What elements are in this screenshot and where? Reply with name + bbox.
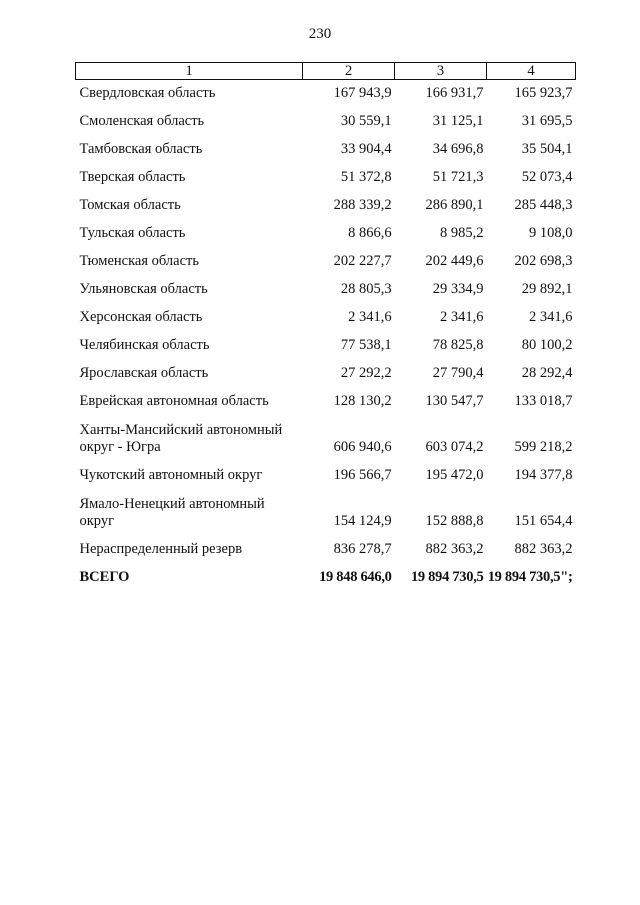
value-col-4: 80 100,2	[521, 337, 573, 353]
column-header-1: 1	[76, 63, 303, 80]
value-col-4: 285 448,3	[514, 197, 573, 213]
table-row	[76, 484, 576, 530]
table-row	[76, 80, 576, 103]
value-col-4: 133 018,7	[514, 393, 573, 409]
region-name: Тульская область	[79, 225, 186, 241]
region-name: Нераспределенный резерв	[79, 541, 243, 557]
value-col-2: 154 124,9	[333, 513, 392, 529]
value-col-4: 52 073,4	[521, 169, 573, 185]
value-col-3: 8 985,2	[439, 225, 484, 241]
region-name: Тверская область	[79, 169, 186, 185]
value-col-3: 34 696,8	[432, 141, 484, 157]
value-col-3: 152 888,8	[425, 513, 484, 529]
region-name-line-2: округ	[79, 513, 115, 529]
region-name	[76, 484, 303, 530]
region-name: Чукотский автономный округ	[79, 467, 263, 483]
value-col-4: 151 654,4	[514, 513, 573, 529]
total-value-col-3: 19 894 730,5	[410, 569, 484, 585]
table-row	[76, 130, 576, 158]
region-name-line-2: округ - Югра	[79, 439, 161, 455]
value-col-3: 882 363,2	[425, 541, 484, 557]
table-row	[76, 382, 576, 410]
total-value-col-2: 19 848 646,0	[319, 569, 392, 585]
table-row	[76, 214, 576, 242]
value-col-3: 51 721,3	[432, 169, 484, 185]
region-name-line-1: Ямало-Ненецкий автономный	[79, 496, 265, 512]
table-row	[76, 326, 576, 354]
region-name-line-1: Ханты-Мансийский автономный	[79, 422, 283, 438]
value-col-2: 51 372,8	[340, 169, 392, 185]
value-col-3: 29 334,9	[432, 281, 484, 297]
value-col-4: 882 363,2	[514, 541, 573, 557]
table-row	[76, 530, 576, 558]
table-row	[76, 158, 576, 186]
value-col-2: 128 130,2	[333, 393, 392, 409]
region-name: Ульяновская область	[79, 281, 208, 297]
total-label: ВСЕГО	[79, 569, 130, 585]
value-col-4: 194 377,8	[514, 467, 573, 483]
value-col-3: 603 074,2	[425, 439, 484, 455]
value-col-2: 2 341,6	[348, 309, 392, 325]
table-row	[76, 298, 576, 326]
value-col-4: 31 695,5	[521, 113, 573, 129]
region-name: Ярославская область	[79, 365, 209, 381]
value-col-3: 130 547,7	[425, 393, 484, 409]
value-col-2: 196 566,7	[333, 467, 392, 483]
region-name: Смоленская область	[79, 113, 205, 129]
value-col-3: 166 931,7	[425, 85, 484, 101]
table-row	[76, 186, 576, 214]
total-value-col-4: 19 894 730,5";	[487, 569, 573, 585]
table-header-row	[76, 63, 576, 80]
value-col-2: 28 805,3	[340, 281, 392, 297]
value-col-2: 8 866,6	[348, 225, 392, 241]
value-col-4: 2 341,6	[529, 309, 573, 325]
value-col-2: 167 943,9	[333, 85, 392, 101]
region-name	[76, 410, 303, 456]
column-header-2: 2	[303, 63, 395, 80]
region-name: Тюменская область	[79, 253, 199, 269]
value-col-4: 202 698,3	[514, 253, 573, 269]
total-row	[76, 558, 576, 586]
value-col-3: 195 472,0	[425, 467, 484, 483]
value-col-2: 606 940,6	[333, 439, 392, 455]
value-col-4: 29 892,1	[521, 281, 573, 297]
value-col-2: 77 538,1	[340, 337, 392, 353]
table-row	[76, 410, 576, 456]
region-name: Челябинская область	[79, 337, 210, 353]
budget-table	[75, 62, 576, 586]
value-col-3: 2 341,6	[439, 309, 484, 325]
value-col-3: 78 825,8	[432, 337, 484, 353]
page-number: 230	[308, 26, 332, 42]
region-name: Тамбовская область	[79, 141, 203, 157]
region-name: Херсонская область	[79, 309, 203, 325]
value-col-2: 27 292,2	[340, 365, 392, 381]
value-col-3: 286 890,1	[425, 197, 484, 213]
value-col-2: 33 904,4	[340, 141, 392, 157]
region-name: Свердловская область	[79, 85, 216, 101]
table-row	[76, 242, 576, 270]
value-col-2: 836 278,7	[333, 541, 392, 557]
table-row	[76, 456, 576, 484]
value-col-4: 165 923,7	[514, 85, 573, 101]
value-col-4: 599 218,2	[514, 439, 573, 455]
region-name: Томская область	[79, 197, 181, 213]
value-col-3: 202 449,6	[425, 253, 484, 269]
column-header-3: 3	[395, 63, 487, 80]
table-row	[76, 354, 576, 382]
value-col-4: 35 504,1	[521, 141, 573, 157]
value-col-4: 28 292,4	[521, 365, 573, 381]
table-row	[76, 102, 576, 130]
column-header-4: 4	[486, 63, 575, 80]
value-col-2: 30 559,1	[340, 113, 392, 129]
table-row	[76, 270, 576, 298]
value-col-2: 202 227,7	[333, 253, 392, 269]
region-name: Еврейская автономная область	[79, 393, 269, 409]
value-col-3: 27 790,4	[432, 365, 484, 381]
value-col-4: 9 108,0	[529, 225, 573, 241]
value-col-3: 31 125,1	[432, 113, 484, 129]
value-col-2: 288 339,2	[333, 197, 392, 213]
